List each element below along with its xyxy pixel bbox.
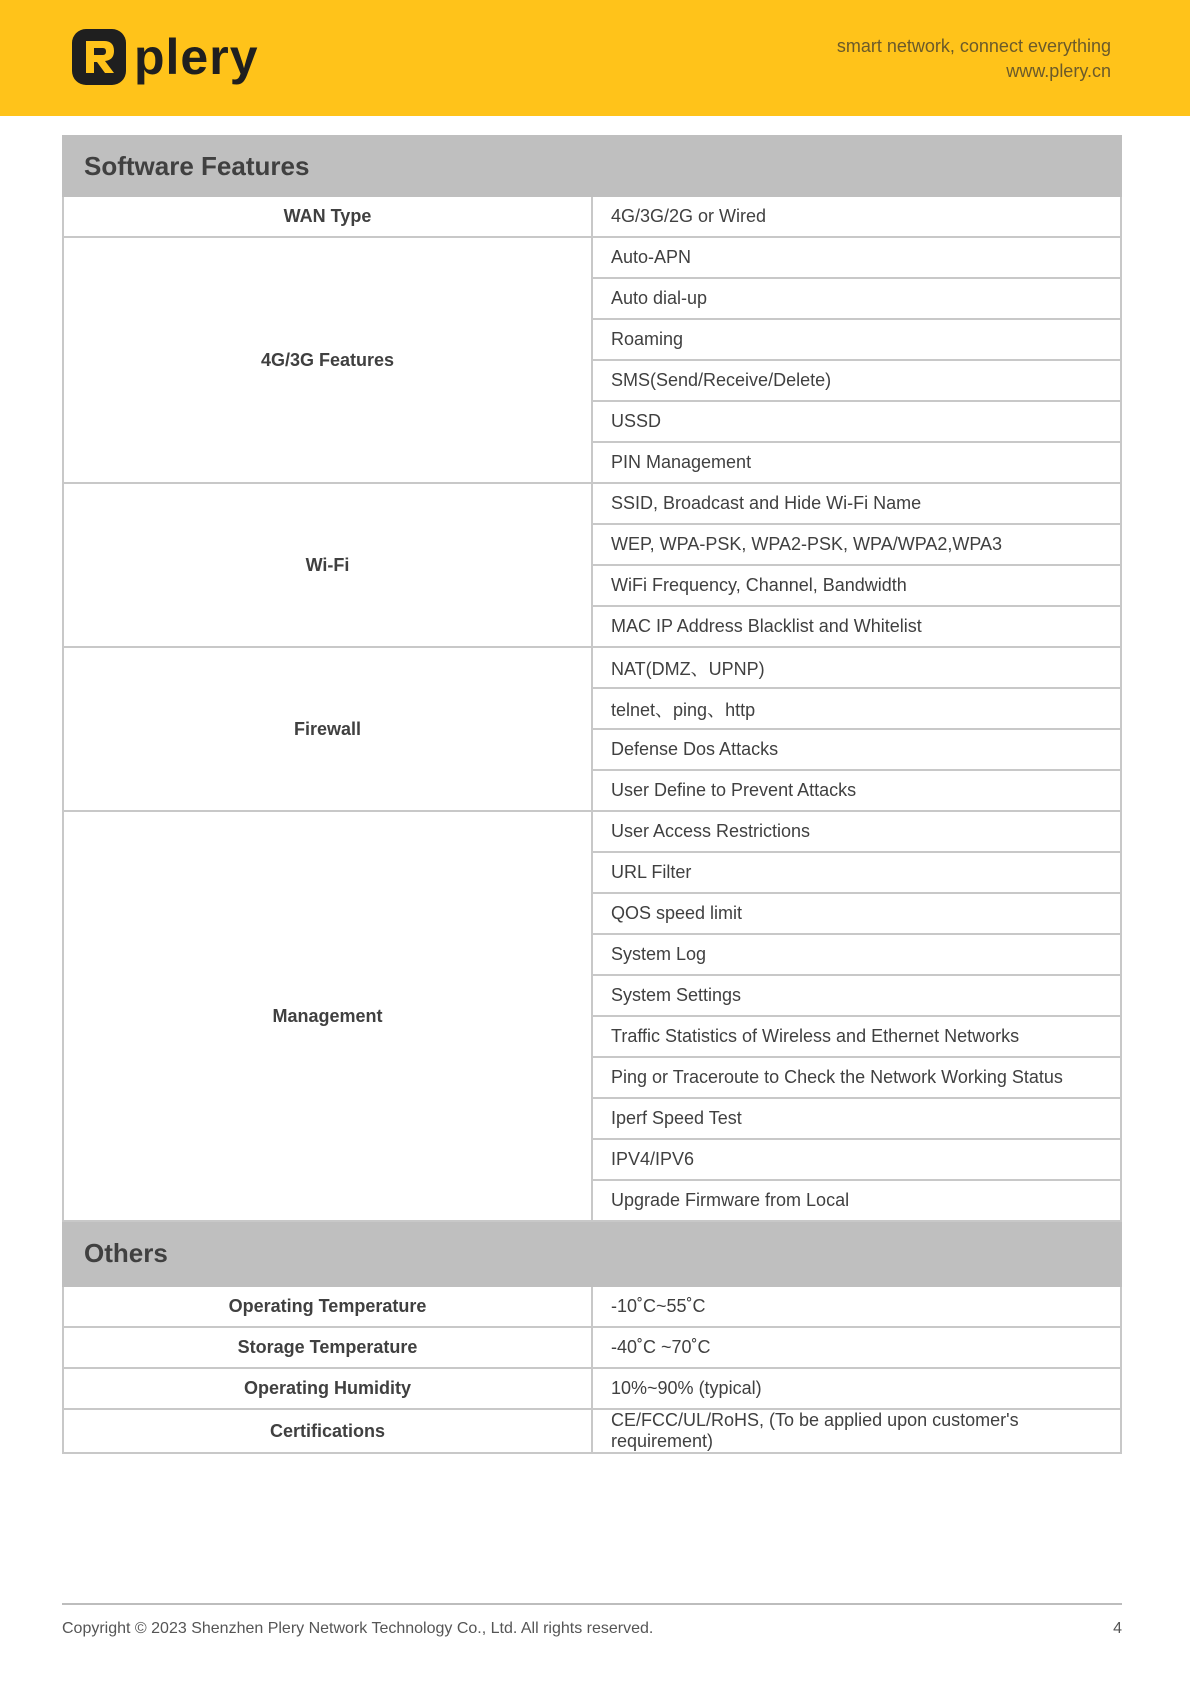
feature-value: System Log (592, 934, 1121, 975)
spec-value: 10%~90% (typical) (592, 1368, 1121, 1409)
brand-logo (72, 28, 259, 86)
feature-value: Roaming (592, 319, 1121, 360)
feature-value: User Define to Prevent Attacks (592, 770, 1121, 811)
feature-value: Defense Dos Attacks (592, 729, 1121, 770)
feature-value: Iperf Speed Test (592, 1098, 1121, 1139)
section-title-software: Software Features (63, 136, 1121, 196)
feature-value: SMS(Send/Receive/Delete) (592, 360, 1121, 401)
section-header-software (63, 136, 1121, 196)
table-row (63, 1409, 1121, 1453)
table-row-wan (63, 196, 1121, 237)
spec-table (62, 135, 1122, 1454)
feature-value: Ping or Traceroute to Check the Network Working Status (592, 1057, 1121, 1098)
footer-copyright: Copyright © 2023 Shenzhen Plery Network Technology Co., Ltd. All rights reserved. (62, 1620, 654, 1637)
group-label: Wi-Fi (63, 483, 592, 647)
table-row (63, 811, 1121, 852)
spec-value: CE/FCC/UL/RoHS, (To be applied upon customer's requirement) (592, 1409, 1121, 1453)
section-title-others: Others (63, 1221, 1121, 1286)
group-label: Firewall (63, 647, 592, 811)
feature-value: PIN Management (592, 442, 1121, 483)
row-value-wan: 4G/3G/2G or Wired (592, 196, 1121, 237)
feature-value: URL Filter (592, 852, 1121, 893)
header-tagline (837, 34, 1111, 84)
section-header-others (63, 1221, 1121, 1286)
table-row (63, 237, 1121, 278)
feature-value: WEP, WPA-PSK, WPA2-PSK, WPA/WPA2,WPA3 (592, 524, 1121, 565)
page-header (0, 0, 1190, 116)
spec-value: -10˚C~55˚C (592, 1286, 1121, 1327)
table-row (63, 1368, 1121, 1409)
feature-value: WiFi Frequency, Channel, Bandwidth (592, 565, 1121, 606)
tagline-website: www.plery.cn (1006, 61, 1111, 81)
feature-value: Traffic Statistics of Wireless and Ethernet Networks (592, 1016, 1121, 1057)
feature-value: Auto-APN (592, 237, 1121, 278)
spec-value: -40˚C ~70˚C (592, 1327, 1121, 1368)
page-number: 4 (1113, 1620, 1122, 1637)
feature-value: telnet、ping、http (592, 688, 1121, 729)
group-label: 4G/3G Features (63, 237, 592, 483)
brand-name: plery (134, 29, 259, 85)
spec-label: Storage Temperature (63, 1327, 592, 1368)
feature-value: USSD (592, 401, 1121, 442)
feature-value: MAC IP Address Blacklist and Whitelist (592, 606, 1121, 647)
logo-mark-icon (72, 29, 126, 85)
feature-value: NAT(DMZ、UPNP) (592, 647, 1121, 688)
table-row (63, 1286, 1121, 1327)
tagline-slogan: smart network, connect everything (836, 36, 1111, 56)
table-row (63, 647, 1121, 688)
feature-value: User Access Restrictions (592, 811, 1121, 852)
feature-value: QOS speed limit (592, 893, 1121, 934)
feature-value: System Settings (592, 975, 1121, 1016)
spec-label: Operating Humidity (63, 1368, 592, 1409)
feature-value: Auto dial-up (592, 278, 1121, 319)
feature-value: Upgrade Firmware from Local (592, 1180, 1121, 1221)
spec-label: Certifications (63, 1409, 592, 1453)
feature-value: SSID, Broadcast and Hide Wi-Fi Name (592, 483, 1121, 524)
table-row (63, 483, 1121, 524)
table-row (63, 1327, 1121, 1368)
feature-value: IPV4/IPV6 (592, 1139, 1121, 1180)
group-label: Management (63, 811, 592, 1221)
spec-label: Operating Temperature (63, 1286, 592, 1327)
footer-divider (62, 1603, 1122, 1605)
row-label-wan: WAN Type (63, 196, 592, 237)
